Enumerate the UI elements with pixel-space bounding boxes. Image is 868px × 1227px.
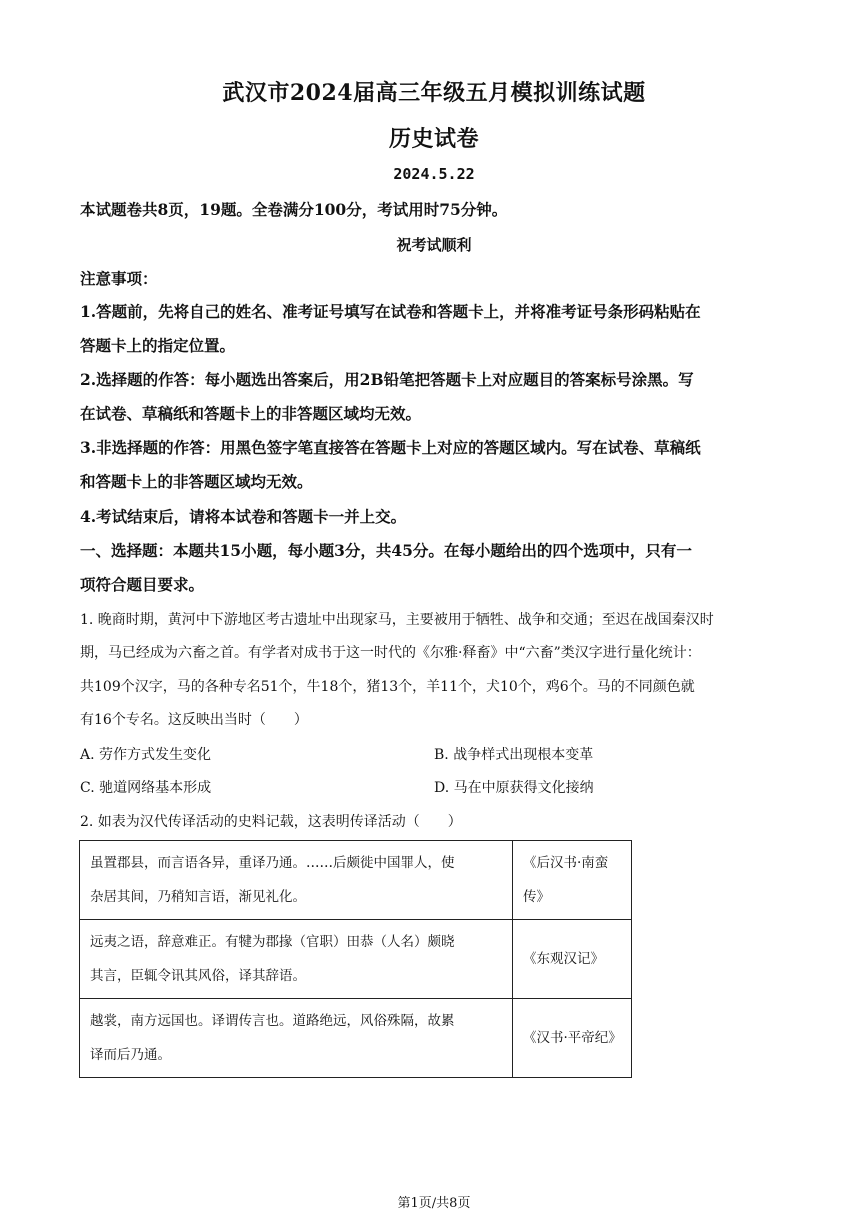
section-heading-line-2: 项符合题目要求。: [80, 575, 205, 594]
table-cell-source: 《后汉书·南蛮传》: [513, 841, 632, 920]
notice-item-3-line-2: 和答题卡上的非答题区域均无效。: [80, 472, 313, 491]
question-1-option-b: B. 战争样式出现根本变革: [434, 747, 594, 763]
exam-date: 2024.5.22: [393, 165, 475, 183]
quote-line: 译而后乃通。: [90, 1047, 171, 1063]
notice-item-3-line-1: 3.非选择题的作答：用黑色签字笔直接答在答题卡上对应的答题区域内。写在试卷、草稿纸: [80, 438, 701, 457]
section-heading-line-1: 一、选择题：本题共15小题，每小题3分，共45分。在每小题给出的四个选项中，只有一: [80, 541, 692, 560]
quote-line: 远夷之语，辞意难正。有犍为郡掾（官职）田恭（人名）颇晓: [90, 934, 455, 950]
notice-item-1-line-2: 答题卡上的指定位置。: [80, 336, 236, 355]
question-1-stem-line-1: 1. 晚商时期，黄河中下游地区考古遗址中出现家马，主要被用于牺牲、战争和交通；至迟在战国秦汉时: [80, 612, 714, 628]
table-row: [80, 999, 632, 1078]
table-cell-source: 《东观汉记》: [513, 920, 632, 999]
notice-heading: 注意事项：: [80, 269, 158, 288]
question-1-option-d: D. 马在中原获得文化接纳: [434, 780, 594, 796]
quote-line: 虽置郡县，而言语各异，重译乃通。……后颇徙中国罪人，使: [90, 855, 455, 871]
exam-wish: 祝考试顺利: [396, 236, 472, 254]
exam-summary: 本试题卷共8页，19题。全卷满分100分，考试用时75分钟。: [80, 200, 508, 219]
table-row: [80, 841, 632, 920]
notice-item-1-line-1: 1.答题前，先将自己的姓名、准考证号填写在试卷和答题卡上，并将准考证号条形码粘贴在: [80, 302, 701, 321]
table-cell-quote: [80, 841, 513, 920]
quote-line: 杂居其间，乃稍知言语，渐见礼化。: [90, 889, 306, 905]
quote-line: 越裳，南方远国也。译谓传言也。道路绝远，风俗殊隔，故累: [90, 1013, 455, 1029]
question-1-option-a: A. 劳作方式发生变化: [80, 747, 212, 763]
question-1-stem-line-4: 有16个专名。这反映出当时（ ）: [80, 712, 308, 728]
table-cell-quote: [80, 920, 513, 999]
notice-item-2-line-2: 在试卷、草稿纸和答题卡上的非答题区域均无效。: [80, 404, 422, 423]
page-number: 第1页/共8页: [397, 1196, 471, 1211]
quote-line: 其言，臣辄令讯其风俗，译其辞语。: [90, 968, 306, 984]
question-1-stem-line-2: 期，马已经成为六畜之首。有学者对成书于这一时代的《尔雅·释畜》中“六畜”类汉字进行量化统计：: [80, 645, 701, 661]
source-table: [79, 840, 632, 1078]
question-1-stem-line-3: 共109个汉字，马的各种专名51个，牛18个，猪13个，羊11个，犬10个，鸡6个。马的不同颜色就: [80, 679, 695, 695]
question-1-option-c: C. 驰道网络基本形成: [80, 780, 212, 796]
table-cell-source: 《汉书·平帝纪》: [513, 999, 632, 1078]
table-cell-quote: [80, 999, 513, 1078]
exam-title: 武汉市2024届高三年级五月模拟训练试题: [222, 80, 646, 106]
exam-subject: 历史试卷: [388, 126, 479, 152]
notice-item-4-line-1: 4.考试结束后，请将本试卷和答题卡一并上交。: [80, 507, 407, 526]
notice-item-2-line-1: 2.选择题的作答：每小题选出答案后，用2B铅笔把答题卡上对应题目的答案标号涂黑。写: [80, 370, 694, 389]
table-row: [80, 920, 632, 999]
question-2-stem: 2. 如表为汉代传译活动的史料记载，这表明传译活动（ ）: [80, 814, 462, 830]
